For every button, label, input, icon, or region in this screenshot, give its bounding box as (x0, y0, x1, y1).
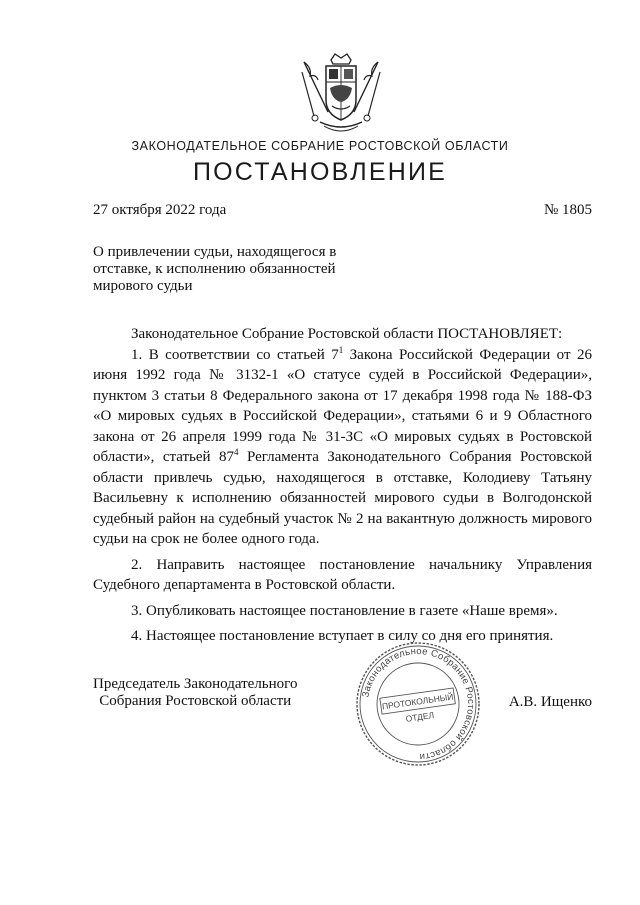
superscript-4: 4 (234, 447, 239, 457)
paragraph-1-text-b: Закона Российской Федерации от 26 июня 1992 года № 3132-1 «О статусе судей в Российской Федерации», пунктом 3 статьи 8 Федерального закона от 17 декабря 1998 года № 188-ФЗ «О мировых судьях в Российской Федерации», статьями 6 и 9 Областного закона от 26 апреля 1999 года № 31-ЗС «О мировых судьях в Ростовской области», статьей 87 (93, 346, 592, 465)
intro-paragraph: Законодательное Собрание Ростовской области ПОСТАНОВЛЯЕТ: (131, 326, 563, 342)
seal-inner-line-2: ОТДЕЛ (404, 709, 435, 724)
document-type: ПОСТАНОВЛЕНИЕ (192, 158, 448, 186)
paragraph-1-text-c: Регламента Законодательного Собрания Ростовской области привлечь судью, находящегося в отставке, Колодиеву Татьяну Васильевну к исполнению обязанностей мирового судьи в Волгодонской судебный район на судебный участок № 2 на вакантную должность мирового судьи на срок не более одного года. (93, 449, 593, 547)
signatory-title (93, 676, 297, 710)
document-body (93, 324, 592, 647)
document-number: № 1805 (543, 202, 592, 218)
signatory-name: А.В. Ищенко (508, 694, 592, 710)
signatory-title-line-1: Председатель Законодательного (93, 676, 298, 692)
official-seal (354, 640, 482, 768)
superscript-1: 1 (338, 344, 344, 355)
organization-name: ЗАКОНОДАТЕЛЬНОЕ СОБРАНИЕ РОСТОВСКОЙ ОБЛАСТИ (131, 139, 509, 153)
coat-of-arms-icon (298, 52, 384, 138)
paragraph-1 (93, 345, 592, 550)
paragraph-1-text-a: 1. В соответствии со статьей 7 (131, 346, 339, 363)
document-date: 27 октября 2022 года (93, 202, 227, 218)
seal-outer-text: Законодательное Собрание Ростовской области (360, 645, 477, 763)
paragraph-2: 2. Направить настоящее постановление начальнику Управления Судебного департамента в Ростовской области. (93, 556, 592, 593)
document-subject: О привлечении судьи, находящегося в отставке, к исполнению обязанностей мирового судьи (93, 244, 337, 294)
paragraph-3: 3. Опубликовать настоящее постановление в газете «Наше время». (131, 602, 558, 619)
paragraph-4: 4. Настоящее постановление вступает в силу со дня его принятия. (131, 628, 554, 644)
seal-inner-line-1: ПРОТОКОЛЬНЫЙ (381, 691, 454, 712)
signatory-title-line-2: Собрания Ростовской области (99, 693, 292, 709)
